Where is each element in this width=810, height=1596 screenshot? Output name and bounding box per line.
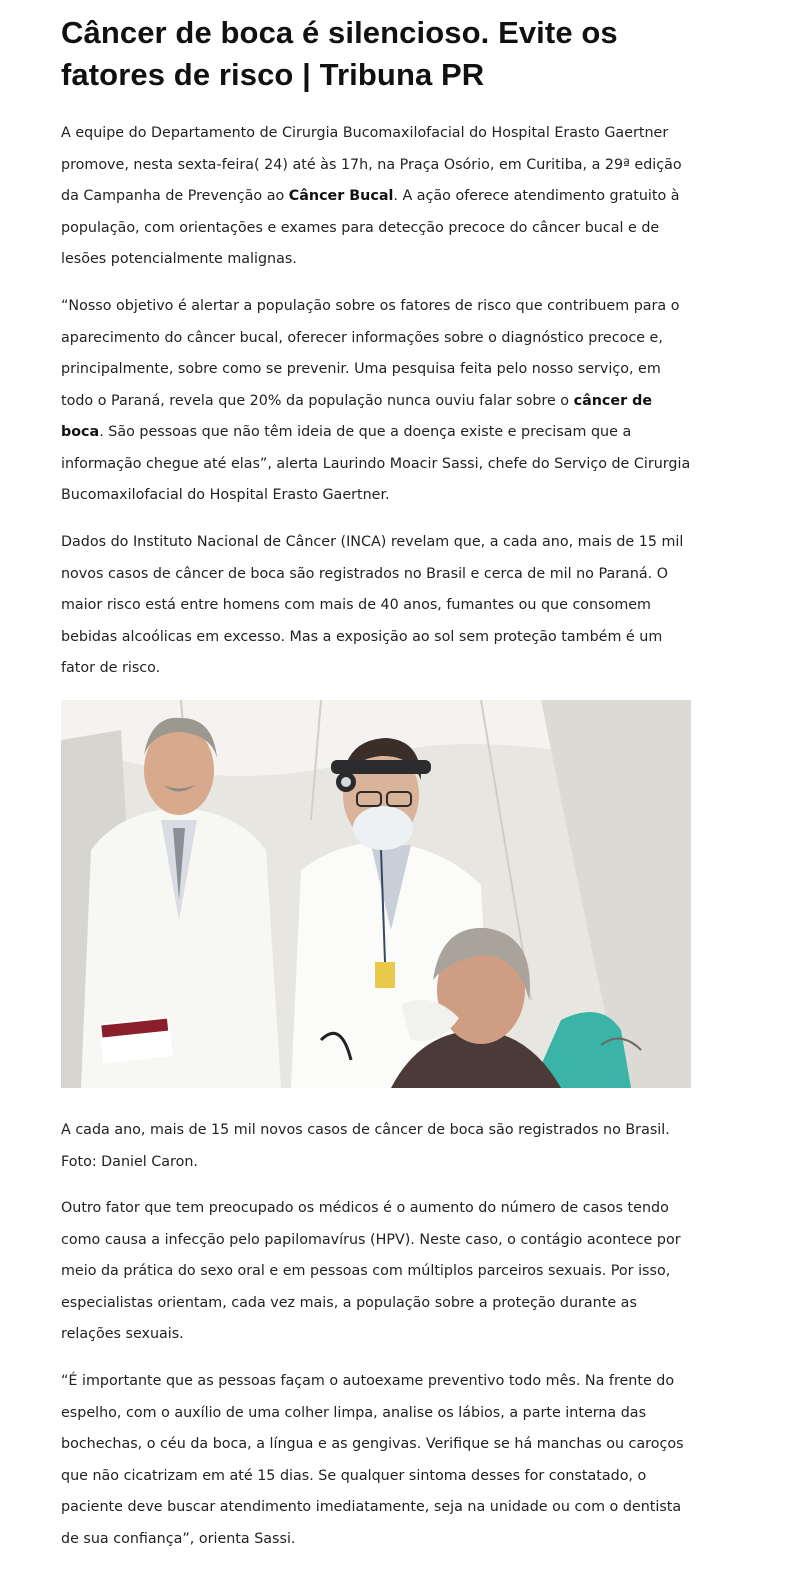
article-photo [61,700,691,1088]
photo-illustration [61,700,691,1088]
article-paragraph-3: Dados do Instituto Nacional de Câncer (INCA) revelam que, a cada ano, mais de 15 mil novos casos de câncer de boca são registrados no Brasil e cerca de mil no Paraná. O maior risco está entre homens com mais de 40 anos, fumantes ou que consomem bebidas alcoólicas em excesso. Mas a exposição ao sol sem proteção também é um fator de risco. [61,534,684,676]
paragraph-text: A equipe do Departamento de Cirurgia Bucomaxilofacial do Hospital Erasto Gaertner promove, nesta sexta-feira( 24) até às 17h, na Praça Osório, em Curitiba, a 29ª edição da Campanha de Prevenção ao [61,125,682,204]
article-paragraph-4: Outro fator que tem preocupado os médicos é o aumento do número de casos tendo como causa a infecção pelo papilomavírus (HPV). Neste caso, o contágio acontece por meio da prática do sexo oral e em pessoas com múltiplos parceiros sexuais. Por isso, especialistas orientam, cada vez mais, a população sobre a proteção durante as relações sexuais. [61,1200,681,1342]
bold-term-cancer-de-boca: câncer de boca [61,392,653,440]
paragraph-text: . A ação oferece atendimento gratuito à população, com orientações e exames para detecção precoce do câncer bucal e de lesões potencialmente malignas. [61,188,680,267]
article-paragraph-2 [61,291,696,512]
bold-term-cancer-bucal: Câncer Bucal [288,188,394,204]
article-paragraph-1 [61,118,696,276]
paragraph-text: “Nosso objetivo é alertar a população sobre os fatores de risco que contribuem para o aparecimento do câncer bucal, oferecer informações sobre o diagnóstico precoce e, principalmente, sobre como se prevenir. Uma pesquisa feita pelo nosso serviço, em todo o Paraná, revela que 20% da população nunca ouviu falar sobre o [61,298,680,409]
article-title: Câncer de boca é silencioso. Evite os fatores de risco | Tribuna PR [61,15,618,92]
paragraph-text: . São pessoas que não têm ideia de que a doença existe e precisam que a informação chegue até elas”, alerta Laurindo Moacir Sassi, chefe do Serviço de Cirurgia Bucomaxilofacial do Hospital Erasto Gaertner. [61,424,691,503]
article-paragraph-5: “É importante que as pessoas façam o autoexame preventivo todo mês. Na frente do espelho, com o auxílio de uma colher limpa, analise os lábios, a parte interna das bochechas, o céu da boca, a língua e as gengivas. Verifique se há manchas ou caroços que não cicatrizam em até 15 dias. Se qualquer sintoma desses for constatado, o paciente deve buscar atendimento imediatamente, seja na unidade ou com o dentista de sua confiança”, orienta Sassi. [61,1373,684,1547]
article [61,0,696,1547]
photo-caption: A cada ano, mais de 15 mil novos casos de câncer de boca são registrados no Brasil. Foto: Daniel Caron. [61,1122,670,1170]
